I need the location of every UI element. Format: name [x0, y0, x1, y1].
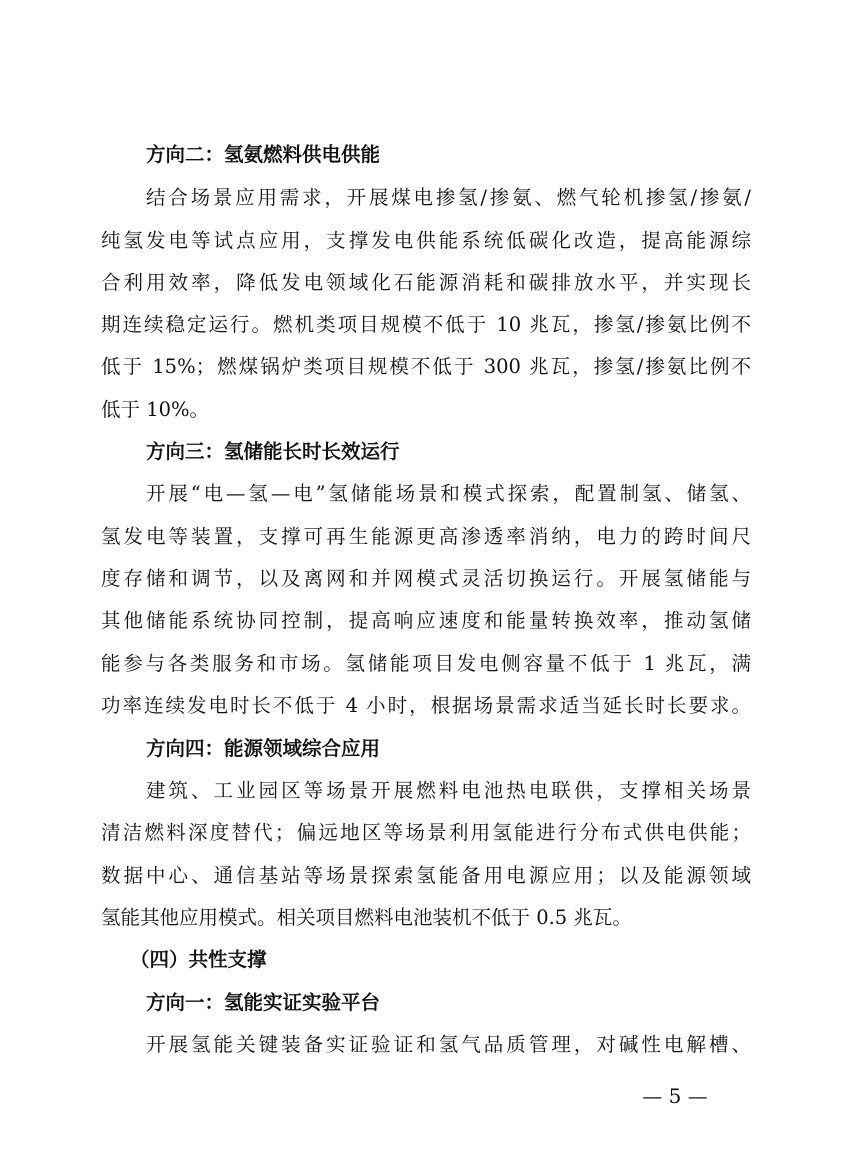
- heading-direction-1: 方向一：氢能实证实验平台: [146, 991, 381, 1014]
- paragraph-line: 期连续稳定运行。燃机类项目规模不低于 10 兆瓦，掺氢/掺氨比例不: [101, 313, 751, 336]
- paragraph-line: 数据中心、通信基站等场景探索氢能备用电源应用；以及能源领域: [101, 864, 751, 887]
- paragraph-line: 清洁燃料深度替代；偏远地区等场景利用氢能进行分布式供电供能；: [101, 821, 751, 844]
- page-number: — 5 —: [642, 1084, 708, 1108]
- paragraph-line: 低于 15%；燃煤锅炉类项目规模不低于 300 兆瓦，掺氢/掺氨比例不: [101, 355, 751, 378]
- paragraph-line: 结合场景应用需求，开展煤电掺氢/掺氨、燃气轮机掺氢/掺氨/: [146, 186, 751, 209]
- paragraph-line: 氢能其他应用模式。相关项目燃料电池装机不低于 0.5 兆瓦。: [101, 906, 632, 929]
- paragraph-line: 氢发电等装置，支撑可再生能源更高渗透率消纳，电力的跨时间尺: [101, 525, 751, 548]
- heading-section-4: （四）共性支撑: [130, 948, 267, 971]
- paragraph-line: 能参与各类服务和市场。氢储能项目发电侧容量不低于 1 兆瓦，满: [101, 652, 751, 675]
- paragraph-line: 低于 10%。: [101, 398, 210, 421]
- paragraph-line: 开展“电—氢—电”氢储能场景和模式探索，配置制氢、储氢、: [146, 482, 751, 505]
- paragraph-line: 开展氢能关键装备实证验证和氢气品质管理，对碱性电解槽、: [146, 1033, 751, 1056]
- heading-direction-3: 方向三：氢储能长时长效运行: [146, 440, 400, 463]
- paragraph-line: 纯氢发电等试点应用，支撑发电供能系统低碳化改造，提高能源综: [101, 229, 751, 252]
- paragraph-line: 功率连续发电时长不低于 4 小时，根据场景需求适当延长时长要求。: [101, 694, 751, 717]
- heading-direction-4: 方向四：能源领域综合应用: [146, 737, 381, 760]
- heading-direction-2: 方向二：氢氨燃料供电供能: [146, 143, 381, 166]
- paragraph-line: 合利用效率，降低发电领域化石能源消耗和碳排放水平，并实现长: [101, 271, 751, 294]
- paragraph-line: 建筑、工业园区等场景开展燃料电池热电联供，支撑相关场景: [146, 779, 751, 802]
- paragraph-line: 其他储能系统协同控制，提高响应速度和能量转换效率，推动氢储: [101, 609, 751, 632]
- paragraph-line: 度存储和调节，以及离网和并网模式灵活切换运行。开展氢储能与: [101, 567, 751, 590]
